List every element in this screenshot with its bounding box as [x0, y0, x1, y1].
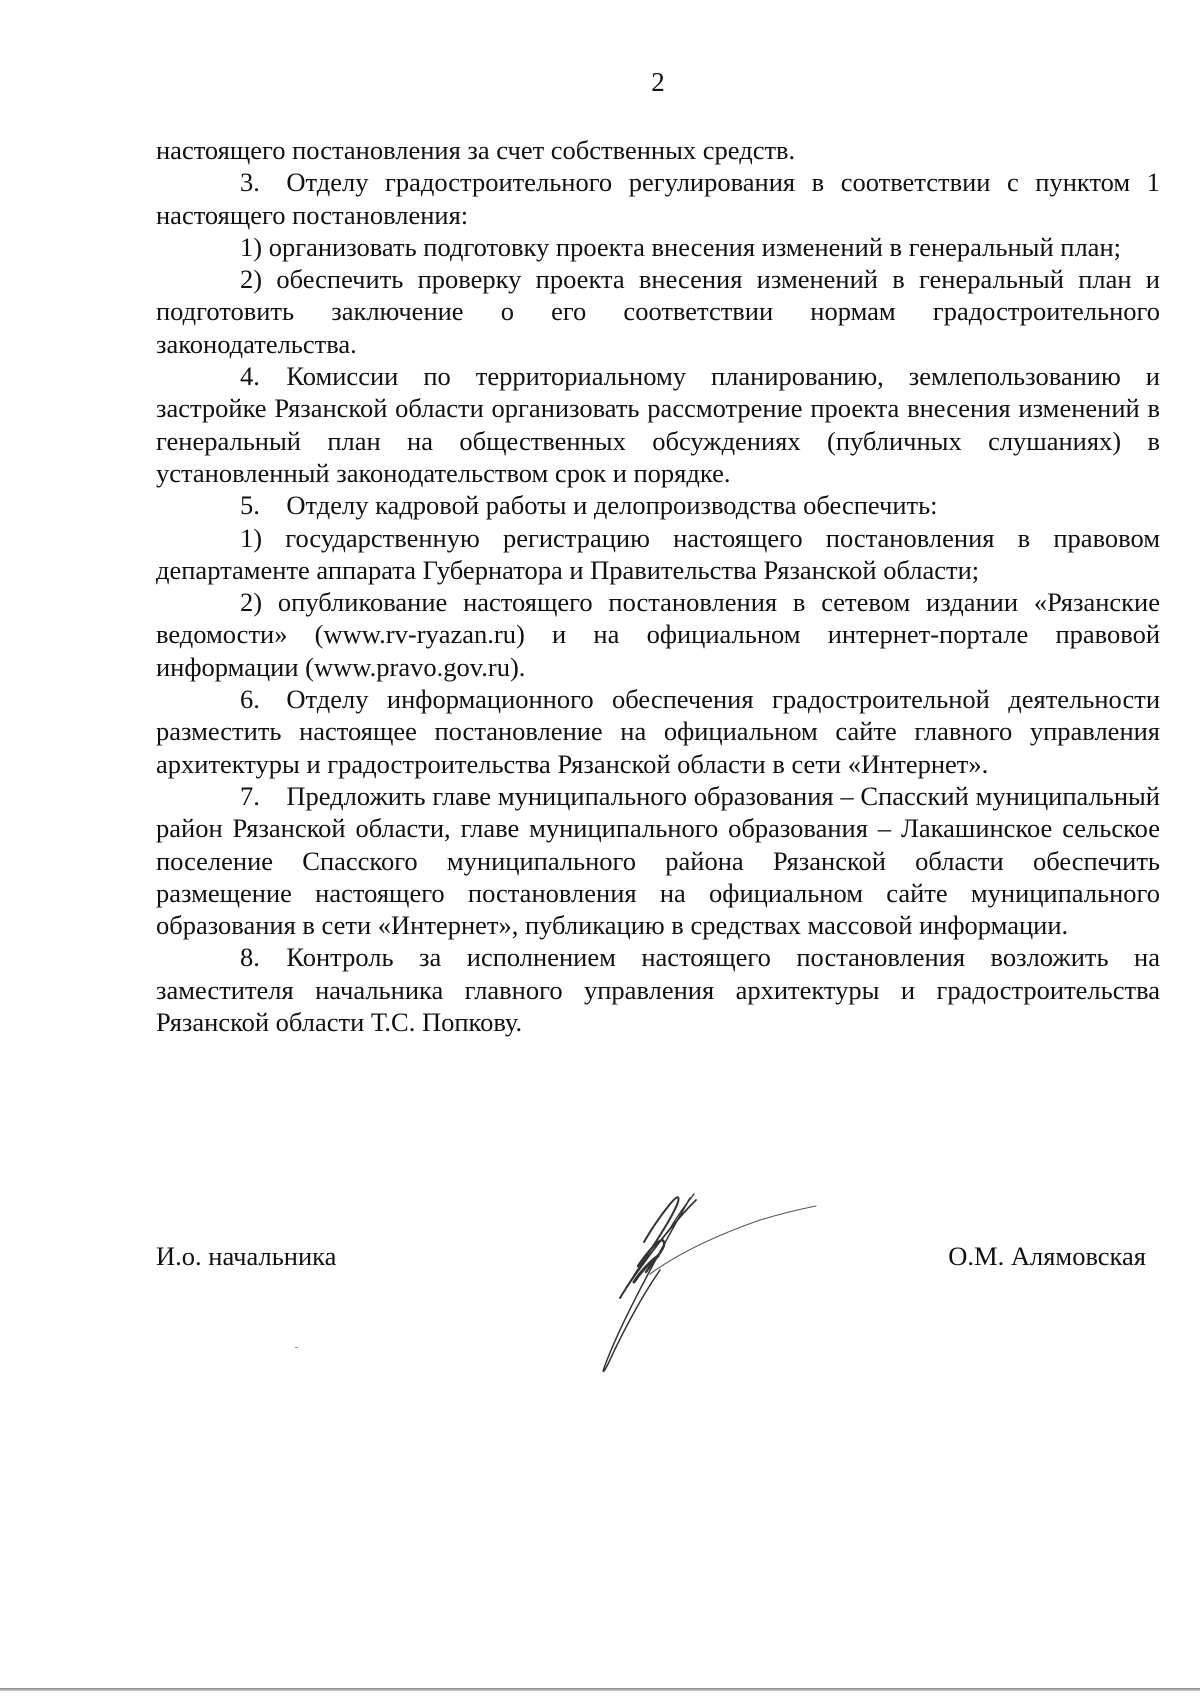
- paragraph-item-3-2: 2) обеспечить проверку проекта внесения изменений в генеральный план и подготовить заключение о его соответствии нормам градостроительного законодательства.: [156, 264, 1160, 359]
- paragraph-item-6: 6. Отделу информационного обеспечения градостроительной деятельности разместить настоящее постановление на официальном сайте главного управления архитектуры и градостроительства Рязанской области в сети «Интернет».: [156, 684, 1160, 779]
- paragraph-item-3: 3. Отделу градостроительного регулирования в соответствии с пунктом 1 настоящего постановления:: [156, 167, 1160, 230]
- paragraph-item-5-2: 2) опубликование настоящего постановления в сетевом издании «Рязанские ведомости» (www.rv-ryazan.ru) и на официальном интернет-портале правовой информации (www.pravo.gov.ru).: [156, 587, 1160, 682]
- scan-bottom-edge: [0, 1688, 1200, 1691]
- scan-speck: [295, 1347, 298, 1348]
- signatory-position: И.о. начальника: [156, 1241, 337, 1271]
- handwritten-signature: [580, 1170, 820, 1380]
- paragraph-continuation: настоящего постановления за счет собственных средств.: [156, 135, 796, 165]
- paragraph-item-3-1: 1) организовать подготовку проекта внесения изменений в генеральный план;: [240, 231, 1121, 262]
- paragraph-item-4: 4. Комиссии по территориальному планированию, землепользованию и застройке Рязанской области организовать рассмотрение проекта внесения изменений в генеральный план на общественных обсуждениях (публичных слушаниях) в установленный законодательством срок и порядке.: [156, 361, 1160, 488]
- paragraph-item-8: 8. Контроль за исполнением настоящего постановления возложить на заместителя начальника главного управления архитектуры и градостроительства Рязанской области Т.С. Попкову.: [156, 942, 1160, 1038]
- page-number: 2: [651, 67, 665, 97]
- paragraph-item-7: 7. Предложить главе муниципального образования – Спасский муниципальный район Рязанской области, главе муниципального образования – Лакашинское сельское поселение Спасского муниципального района Рязанской области обеспечить размещение настоящего постановления на официальном сайте муниципального образования в сети «Интернет», публикацию в средствах массовой информации.: [156, 780, 1160, 941]
- signatory-name: О.М. Алямовская: [948, 1241, 1146, 1271]
- paragraph-item-5: 5. Отделу кадровой работы и делопроизводства обеспечить:: [240, 490, 938, 521]
- document-body: [156, 134, 1160, 1038]
- paragraph-item-5-1: 1) государственную регистрацию настоящего постановления в правовом департаменте аппарата Губернатора и Правительства Рязанской области;: [156, 522, 1160, 585]
